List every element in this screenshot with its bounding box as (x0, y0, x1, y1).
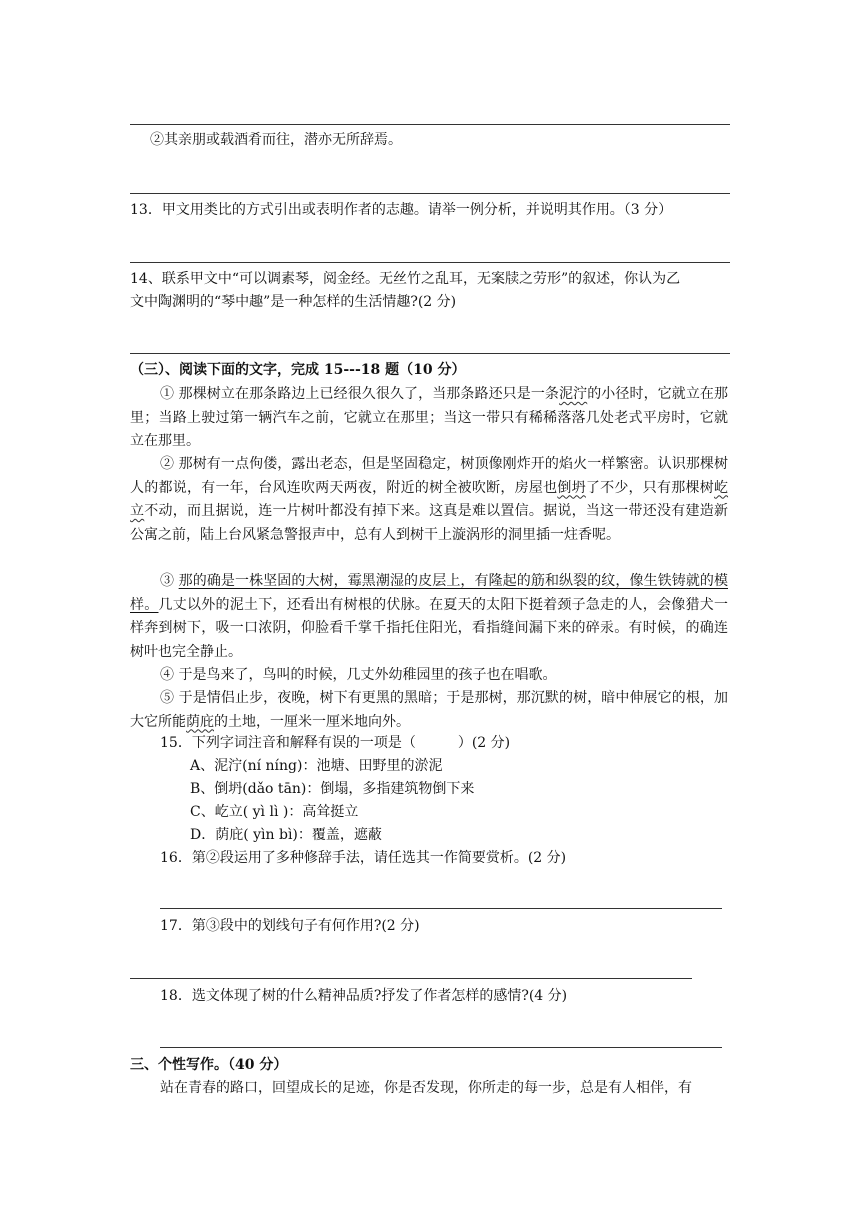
answer-line (130, 353, 730, 354)
question-15: 15．下列字词注音和解释有误的一项是（ ）(2 分) (160, 735, 511, 751)
paragraph-1-part-b: 的小径时，它就立在那里；当路上驶过第一辆汽车之前，它就立在那里；当这一带只有稀稀落落几处老式平房时，它就立在那里。 (130, 386, 729, 449)
paragraph-5-part-a: ⑤ 于是情侣止步，夜晚，树下有更黑的黑暗；于是那树，那沉默的树，暗中伸展它的根，加大它所能 (130, 690, 728, 730)
paragraph-2-part-a: ② 那树有一点佝偻，露出老态，但是坚固稳定，树顶像刚炸开的焰火一样繁密。认识那棵树人的都说，有一年，台风连吹两天两夜，附近的树全被吹断，房屋也 (130, 456, 728, 496)
paragraph-3-part-a: ③ (160, 573, 179, 589)
answer-line (130, 124, 730, 125)
paragraph-1 (130, 383, 728, 454)
question-17: 17．第③段中的划线句子有何作用?(2 分) (160, 918, 420, 934)
option-d: D．荫庇( yìn bì)：覆盖，遮蔽 (190, 827, 382, 843)
answer-line (160, 1047, 722, 1048)
word-niningn: 泥泞 (559, 386, 588, 402)
question-16: 16．第②段运用了多种修辞手法，请任选其一作简要赏析。(2 分) (160, 850, 567, 866)
answer-line (130, 262, 730, 263)
word-yili: 屹立 (130, 479, 729, 519)
paragraph-5 (130, 687, 728, 734)
item-2-text: ②其亲朋或载酒肴而往，潜亦无所辞焉。 (150, 132, 402, 148)
paragraph-3 (130, 570, 728, 664)
paragraph-1-part-a: ① 那棵树立在那条路边上已经很久很久了，当那条路还只是一条 (160, 386, 560, 402)
word-yinbi: 荫庇 (186, 713, 214, 730)
option-b: B、倒坍(dǎo tān)：倒塌，多指建筑物倒下来 (190, 781, 475, 797)
answer-line (160, 908, 722, 909)
paragraph-2-part-b: 了不少，只有那棵树 (585, 479, 715, 496)
section-3-heading: （三）、阅读下面的文字，完成 15---18 题（10 分） (130, 362, 466, 378)
option-a: A、泥泞(ní níng)：池塘、田野里的淤泥 (190, 758, 443, 774)
paragraph-2-part-c: 不动，而且据说，连一片树叶都没有掉下来。这真是难以置信。据说，当这一带还没有建造新公寓之前，陆上台风紧急警报声中，总有人到树干上漩涡形的洞里插一炷香呢。 (130, 503, 729, 543)
underlined-sentence: 那的确是一株坚固的大树，霉黑潮湿的皮层上，有隆起的筋和纵裂的纹，像生铁铸就的模样。 (130, 573, 729, 613)
paragraph-4: ④ 于是鸟来了，鸟叫的时候，几丈外幼稚园里的孩子也在唱歌。 (160, 667, 557, 683)
question-18: 18．选文体现了树的什么精神品质?抒发了作者怎样的感情?(4 分) (160, 988, 568, 1004)
question-14-line-1: 14、联系甲文中“可以调素琴，阅金经。无丝竹之乱耳，无案牍之劳形”的叙述，你认为乙 (130, 271, 681, 287)
question-13: 13．甲文用类比的方式引出或表明作者的志趣。请举一例分析，并说明其作用。（3 分） (130, 202, 673, 218)
writing-prompt-line-1: 站在青春的路口，回望成长的足迹，你是否发现，你所走的每一步，总是有人相伴，有 (160, 1080, 692, 1096)
writing-section-heading: 三、个性写作。（40 分） (130, 1057, 288, 1073)
question-14-line-2: 文中陶渊明的“琴中趣”是一种怎样的生活情趣?(2 分) (130, 294, 457, 310)
answer-line (130, 978, 692, 979)
answer-line (130, 193, 730, 194)
paragraph-5-part-b: 的土地，一厘米一厘米地向外。 (214, 713, 410, 730)
paragraph-2 (130, 453, 728, 547)
paragraph-3-part-b: 几丈以外的泥土下，还看出有树根的伏脉。在夏天的太阳下挺着颈子急走的人，会像猎犬一样奔到树下，吸一口浓阴，仰脸看千掌千指托住阳光，看指缝间漏下来的碎汞。有时候，的确连树叶也完全静止。 (130, 596, 729, 660)
word-daotan: 倒坍 (557, 479, 586, 496)
option-c: C、屹立( yì lì )：高耸挺立 (190, 804, 359, 820)
